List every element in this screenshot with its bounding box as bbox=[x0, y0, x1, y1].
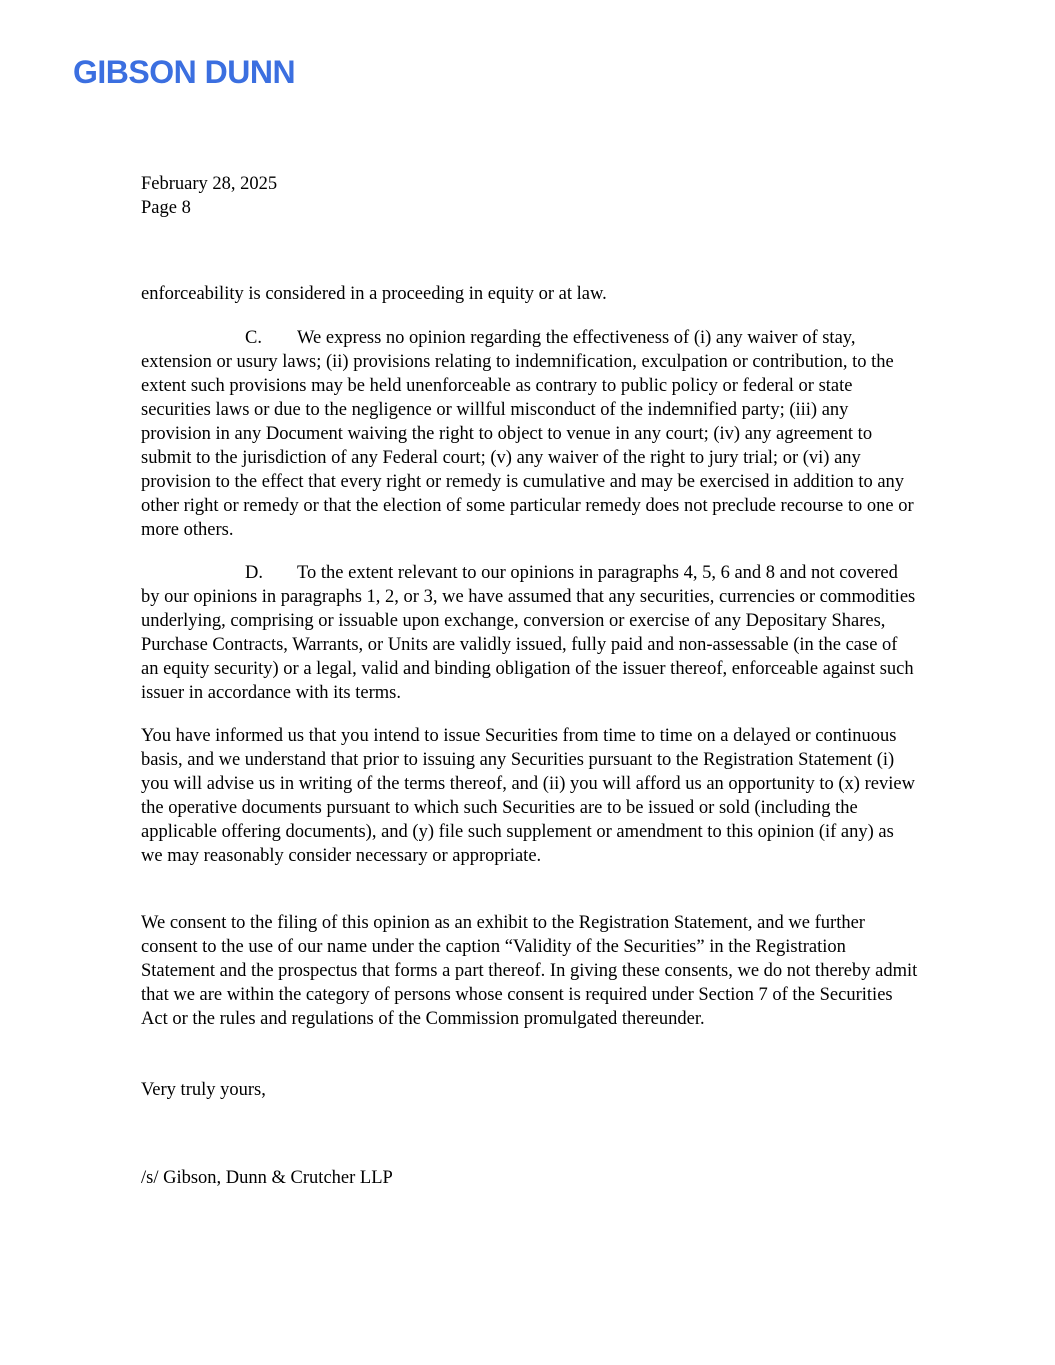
paragraph-continuation: enforceability is considered in a proceeding in equity or at law. bbox=[141, 284, 607, 304]
paragraph-informed: You have informed us that you intend to issue Securities from time to time on a delayed or continuous basis, and we understand that prior to issuing any Securities pursuant to the Registration Statement (i) you will advise us in writing of the terms thereof, and (ii) you will afford us an opportunity to (x) review the operative documents pursuant to which such Securities are to be issued or sold (including the applicable offering documents), and (y) file such supplement or amendment to this opinion (if any) as we may reasonably consider necessary or appropriate. bbox=[141, 726, 915, 866]
paragraph-c bbox=[141, 326, 919, 542]
paragraph-consent: We consent to the filing of this opinion as an exhibit to the Registration Statement, and we further consent to the use of our name under the caption “Validity of the Securities” in the Registration Statement and the prospectus that forms a part thereof. In giving these consents, we do not thereby admit that we are within the category of persons whose consent is required under Section 7 of the Securities Act or the rules and regulations of the Commission promulgated thereunder. bbox=[141, 913, 918, 1029]
page-number: Page 8 bbox=[141, 198, 191, 218]
paragraph-c-label: C. bbox=[245, 328, 262, 348]
paragraph-d-label: D. bbox=[245, 563, 263, 583]
signature: /s/ Gibson, Dunn & Crutcher LLP bbox=[141, 1168, 393, 1188]
paragraph-d bbox=[141, 561, 919, 705]
letter-date: February 28, 2025 bbox=[141, 174, 278, 194]
letter-header bbox=[141, 172, 277, 220]
firm-logo: GIBSON DUNN bbox=[73, 54, 296, 90]
closing-salutation: Very truly yours, bbox=[141, 1080, 266, 1100]
paragraph-d-text: To the extent relevant to our opinions in paragraphs 4, 5, 6 and 8 and not covered by our opinions in paragraphs 1, 2, or 3, we have assumed that any securities, currencies or commodities underlying, comprising or issuable upon exchange, conversion or exercise of any Depositary Shares, Purchase Contracts, Warrants, or Units are validly issued, fully paid and non-assessable (in the case of an equity security) or a legal, valid and binding obligation of the issuer thereof, enforceable against such issuer in accordance with its terms. bbox=[141, 563, 916, 703]
paragraph-c-text: We express no opinion regarding the effectiveness of (i) any waiver of stay, extension or usury laws; (ii) provisions relating to indemnification, exculpation or contribution, to the extent such provisions may be held unenforceable as contrary to public policy or federal or state securities laws or due to the negligence or willful misconduct of the indemnified party; (iii) any provision in any Document waiving the right to object to venue in any court; (iv) any agreement to submit to the jurisdiction of any Federal court; (v) any waiver of the right to jury trial; or (vi) any provision to the effect that every right or remedy is cumulative and may be exercised in addition to any other right or remedy or that the election of some particular remedy does not preclude recourse to one or more others. bbox=[141, 328, 914, 540]
